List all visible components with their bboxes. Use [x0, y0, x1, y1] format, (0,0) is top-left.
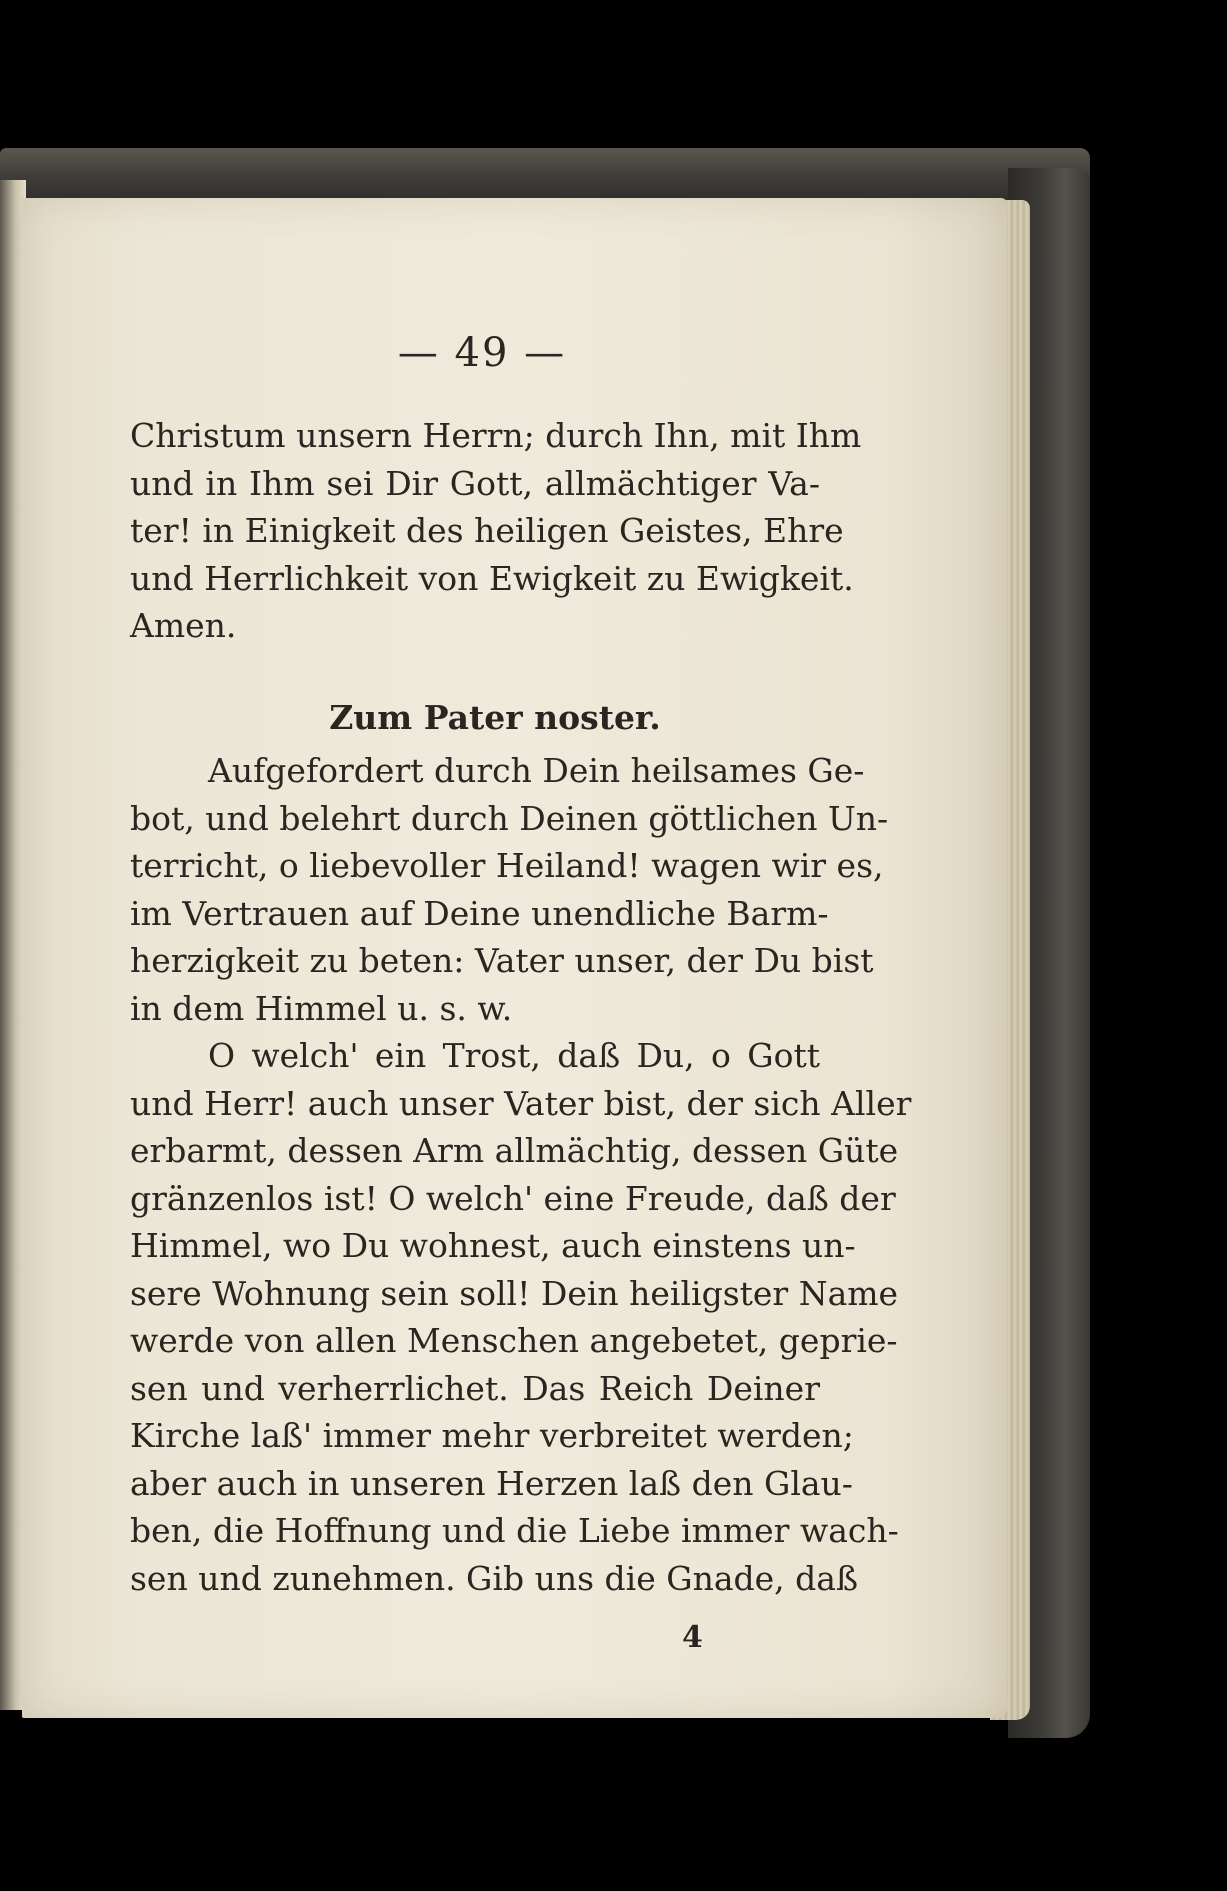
text-line: sen und verherrlichet. Das Reich Deiner	[130, 1368, 820, 1408]
text-line: gränzenlos ist! O welch' eine Freude, daß der	[130, 1178, 896, 1218]
text-line: werde von allen Menschen angebetet, geprie-	[130, 1321, 898, 1360]
text-line: und Herrlichkeit von Ewigkeit zu Ewigkeit.	[130, 558, 854, 598]
page-number: — 49 —	[397, 330, 567, 376]
text-line: im Vertrauen auf Deine unendliche Barm-	[130, 893, 829, 933]
text-line: in dem Himmel u. s. w.	[130, 988, 513, 1028]
text-line: Christum unsern Herrn; durch Ihn, mit Ihm	[130, 416, 862, 455]
text-line: ben, die Hoffnung und die Liebe immer wach-	[130, 1511, 899, 1550]
text-line: bot, und belehrt durch Deinen göttlichen Un-	[130, 798, 889, 838]
text-line: Himmel, wo Du wohnest, auch einstens un-	[130, 1226, 856, 1265]
text-line: und in Ihm sei Dir Gott, allmächtiger Va-	[130, 463, 820, 503]
text-line: Amen.	[130, 606, 237, 645]
text-line: O welch' ein Trost, daß Du, o Gott	[208, 1036, 820, 1075]
section-heading: Zum Pater noster.	[329, 697, 661, 737]
text-line: Kirche laß' immer mehr verbreitet werden;	[130, 1416, 854, 1455]
text-line: Aufgefordert durch Dein heilsames Ge-	[208, 751, 865, 790]
text-line: herzigkeit zu beten: Vater unser, der Du bist	[130, 941, 874, 980]
text-line: sere Wohnung sein soll! Dein heiligster Name	[130, 1273, 899, 1313]
text-line: aber auch in unseren Herzen laß den Glau-	[130, 1463, 853, 1503]
text-line: und Herr! auch unser Vater bist, der sich Aller	[130, 1083, 912, 1123]
text-line: ter! in Einigkeit des heiligen Geistes, Ehre	[130, 511, 844, 550]
page-text	[130, 412, 912, 1602]
text-line: sen und zunehmen. Gib uns die Gnade, daß	[130, 1558, 858, 1598]
text-line: erbarmt, dessen Arm allmächtig, dessen Güte	[130, 1131, 899, 1170]
text-line: terricht, o liebevoller Heiland! wagen wir es,	[130, 846, 884, 885]
signature-mark: 4	[682, 1620, 703, 1655]
